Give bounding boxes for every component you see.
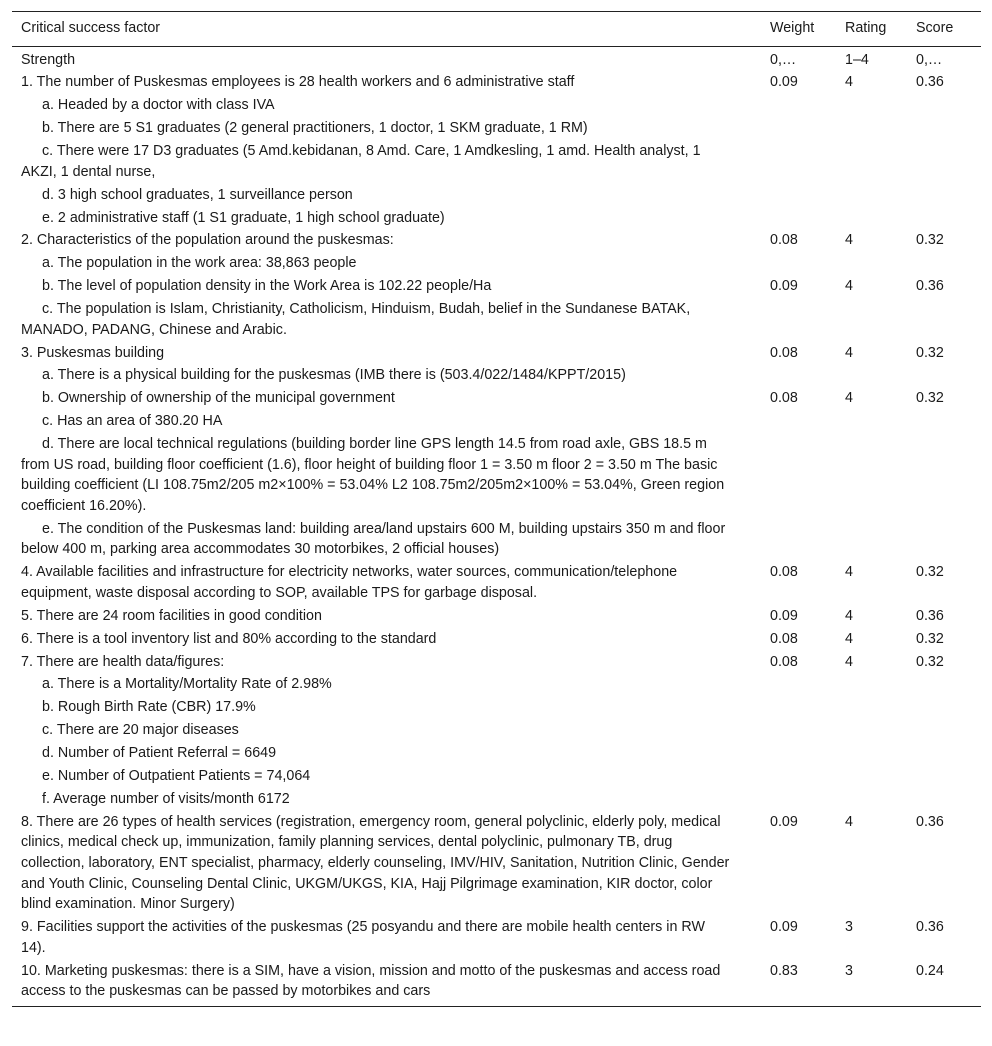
cell-rating: 4 — [845, 653, 853, 670]
table-row — [12, 230, 981, 253]
table-row — [12, 95, 981, 118]
cell-factor: a. There is a physical building for the puskesmas (IMB there is (503.4/022/1484/KPPT/2015) — [42, 367, 626, 384]
cell-rating — [836, 207, 907, 230]
table-row — [12, 388, 981, 411]
cell-weight: 0.08 — [770, 232, 798, 249]
table-row — [12, 253, 981, 276]
cell-factor: Strength — [21, 51, 76, 68]
cell-weight: 0.09 — [770, 74, 798, 91]
cell-weight: 0.08 — [770, 653, 798, 670]
cell-factor: a. Headed by a doctor with class IVA — [42, 97, 275, 114]
cell-rating: 3 — [845, 962, 853, 979]
cell-weight: 0.08 — [770, 344, 798, 361]
cell-score — [907, 299, 981, 342]
table-row — [12, 697, 981, 720]
cell-rating — [836, 788, 907, 811]
cell-factor: b. There are 5 S1 graduates (2 general practitioners, 1 doctor, 1 SKM graduate, 1 RM) — [42, 120, 588, 137]
cell-weight — [761, 720, 836, 743]
cell-factor: e. The condition of the Puskesmas land: building area/land upstairs 600 M, building upstairs 350 m and floor below 400 m, parking area accommodates 30 motorbikes, 2 official houses) — [21, 520, 726, 558]
cell-score — [907, 766, 981, 789]
cell-factor: d. Number of Patient Referral = 6649 — [42, 745, 277, 762]
table-row — [12, 518, 981, 561]
cell-factor: b. Rough Birth Rate (CBR) 17.9% — [42, 699, 256, 716]
cell-weight: 0.09 — [770, 813, 798, 830]
table-row — [12, 605, 981, 628]
cell-weight: 0.09 — [770, 278, 798, 295]
table-row — [12, 72, 981, 95]
table-row — [12, 365, 981, 388]
cell-score: 0.36 — [916, 813, 944, 830]
cell-score: 0.36 — [916, 607, 944, 624]
table-row — [12, 917, 981, 960]
header-weight: Weight — [770, 20, 815, 36]
header-score: Score — [916, 20, 954, 36]
cell-rating: 3 — [845, 919, 853, 936]
header-rating: Rating — [845, 20, 887, 36]
cell-score — [907, 141, 981, 184]
cell-score — [907, 788, 981, 811]
table-row — [12, 788, 981, 811]
cell-weight — [761, 434, 836, 519]
cell-score — [907, 743, 981, 766]
cell-factor: e. Number of Outpatient Patients = 74,064 — [42, 768, 311, 785]
cell-score — [907, 720, 981, 743]
cell-factor: 7. There are health data/figures: — [21, 653, 225, 670]
cell-factor: d. 3 high school graduates, 1 surveillance person — [42, 186, 353, 203]
table-row — [12, 141, 981, 184]
cell-score: 0.36 — [916, 74, 944, 91]
cell-score — [907, 118, 981, 141]
cell-rating — [836, 518, 907, 561]
cell-weight — [761, 518, 836, 561]
cell-rating: 1–4 — [845, 51, 869, 68]
cell-factor: c. There were 17 D3 graduates (5 Amd.kebidanan, 8 Amd. Care, 1 Amdkesling, 1 amd. Health analyst, 1 AKZI, 1 dental nurse, — [21, 143, 701, 180]
cell-score: 0.32 — [916, 390, 944, 407]
cell-score: 0.32 — [916, 232, 944, 249]
cell-score — [907, 674, 981, 697]
cell-rating — [836, 411, 907, 434]
table-body — [12, 46, 981, 1006]
cell-score: 0.32 — [916, 653, 944, 670]
table-container — [12, 11, 981, 1007]
table-row — [12, 766, 981, 789]
cell-factor: 10. Marketing puskesmas: there is a SIM, have a vision, mission and motto of the puskesmas and access road access to the puskesmas can be passed by motorbikes and cars — [21, 962, 721, 1000]
cell-rating — [836, 743, 907, 766]
cell-rating — [836, 184, 907, 207]
cell-rating: 4 — [845, 344, 853, 361]
cell-factor: c. Has an area of 380.20 HA — [42, 413, 223, 430]
cell-weight: 0.08 — [770, 630, 798, 647]
cell-score: 0.32 — [916, 630, 944, 647]
table-row — [12, 628, 981, 651]
cell-rating: 4 — [845, 278, 853, 295]
cell-weight — [761, 118, 836, 141]
cell-factor: 6. There is a tool inventory list and 80% according to the standard — [21, 630, 437, 647]
cell-factor: a. The population in the work area: 38,863 people — [42, 255, 357, 272]
cell-rating — [836, 434, 907, 519]
table-row — [12, 674, 981, 697]
cell-rating: 4 — [845, 564, 853, 581]
cell-rating: 4 — [845, 630, 853, 647]
cell-factor: 4. Available facilities and infrastructure for electricity networks, water sources, communication/telephone equipment, waste disposal according to SOP, available TPS for garbage disposal. — [21, 564, 678, 601]
cell-score — [907, 434, 981, 519]
cell-factor: b. The level of population density in the Work Area is 102.22 people/Ha — [42, 278, 492, 295]
table-row — [12, 276, 981, 299]
table-row — [12, 299, 981, 342]
cell-factor: d. There are local technical regulations (building border line GPS length 14.5 from road axle, GBS 18.5 m from US road, building floor coefficient (1.6), floor height of building floor 1 = 3.50 m floor 2 = 3.50 m The basic building coefficient (LI 108.75m2/205 m2×100% = 53.04% L2 108.75m2/205m2×100% = 53.04%, Green region coefficient 16.20%). — [21, 436, 725, 514]
table-row — [12, 743, 981, 766]
cell-factor: a. There is a Mortality/Mortality Rate of 2.98% — [42, 676, 332, 693]
table-row — [12, 184, 981, 207]
cell-score — [907, 697, 981, 720]
table-row — [12, 720, 981, 743]
cell-score — [907, 253, 981, 276]
cell-weight — [761, 365, 836, 388]
cell-weight: 0.09 — [770, 919, 798, 936]
cell-factor: f. Average number of visits/month 6172 — [42, 790, 290, 807]
cell-score: 0.36 — [916, 278, 944, 295]
table-row — [12, 46, 981, 72]
cell-factor: 5. There are 24 room facilities in good condition — [21, 607, 322, 624]
cell-score: 0.36 — [916, 919, 944, 936]
table-row — [12, 811, 981, 916]
cell-weight — [761, 299, 836, 342]
cell-score — [907, 365, 981, 388]
cell-score — [907, 95, 981, 118]
cell-rating — [836, 674, 907, 697]
cell-weight: 0.09 — [770, 607, 798, 624]
cell-weight — [761, 207, 836, 230]
cell-rating: 4 — [845, 390, 853, 407]
cell-rating — [836, 141, 907, 184]
header-row — [12, 12, 981, 47]
cell-score: 0.24 — [916, 962, 944, 979]
cell-weight: 0.08 — [770, 564, 798, 581]
cell-score — [907, 411, 981, 434]
table-row — [12, 651, 981, 674]
cell-rating — [836, 253, 907, 276]
cell-rating — [836, 697, 907, 720]
cell-weight: 0.83 — [770, 962, 798, 979]
table-row — [12, 411, 981, 434]
table-row — [12, 562, 981, 605]
cell-weight — [761, 95, 836, 118]
cell-rating — [836, 299, 907, 342]
table-header — [12, 12, 981, 47]
cell-rating: 4 — [845, 607, 853, 624]
cell-weight — [761, 184, 836, 207]
cell-factor: 8. There are 26 types of health services (registration, emergency room, general polyclinic, elderly poly, medical clinics, medical check up, immunization, family planning services, dental polyclinic, pulmonary TB, drug collection, laboratory, ENT specialist, pharmacy, elderly counseling, IMV/HIV, Sanitation, Nutrition Clinic, Gender and Youth Clinic, Counseling Dental Clinic, UKGM/UKGS, KIA, Hajj Pilgrimage examination, KIR doctor, color blind examination. Minor Surgery) — [21, 813, 730, 913]
cell-factor: e. 2 administrative staff (1 S1 graduate, 1 high school graduate) — [42, 209, 445, 226]
cell-rating — [836, 95, 907, 118]
cell-rating — [836, 118, 907, 141]
cell-weight — [761, 141, 836, 184]
cell-factor: 9. Facilities support the activities of the puskesmas (25 posyandu and there are mobile health centers in RW 14). — [21, 919, 705, 956]
cell-rating: 4 — [845, 232, 853, 249]
cell-factor: 3. Puskesmas building — [21, 344, 165, 361]
cell-factor: 1. The number of Puskesmas employees is 28 health workers and 6 administrative staff — [21, 74, 575, 91]
cell-factor: 2. Characteristics of the population around the puskesmas: — [21, 232, 394, 249]
cell-rating — [836, 720, 907, 743]
table-row — [12, 118, 981, 141]
cell-rating: 4 — [845, 813, 853, 830]
cell-weight: 0,… — [770, 51, 797, 68]
cell-factor: b. Ownership of ownership of the municipal government — [42, 390, 395, 407]
cell-rating: 4 — [845, 74, 853, 91]
cell-score — [907, 207, 981, 230]
table-row — [12, 960, 981, 1006]
cell-score: 0.32 — [916, 344, 944, 361]
critical-success-factor-table — [12, 11, 981, 1007]
table-row — [12, 342, 981, 365]
cell-score: 0,… — [916, 51, 943, 68]
cell-weight — [761, 788, 836, 811]
cell-weight — [761, 766, 836, 789]
cell-factor: c. There are 20 major diseases — [42, 722, 239, 739]
cell-rating — [836, 365, 907, 388]
cell-weight — [761, 674, 836, 697]
cell-rating — [836, 766, 907, 789]
cell-score: 0.32 — [916, 564, 944, 581]
cell-weight — [761, 411, 836, 434]
cell-score — [907, 518, 981, 561]
table-row — [12, 434, 981, 519]
table-row — [12, 207, 981, 230]
cell-weight: 0.08 — [770, 390, 798, 407]
cell-weight — [761, 743, 836, 766]
header-factor: Critical success factor — [21, 20, 161, 36]
cell-score — [907, 184, 981, 207]
cell-weight — [761, 253, 836, 276]
cell-factor: c. The population is Islam, Christianity, Catholicism, Hinduism, Budah, belief in the Sundanese BATAK, MANADO, PADANG, Chinese and Arabic. — [21, 301, 691, 338]
cell-weight — [761, 697, 836, 720]
